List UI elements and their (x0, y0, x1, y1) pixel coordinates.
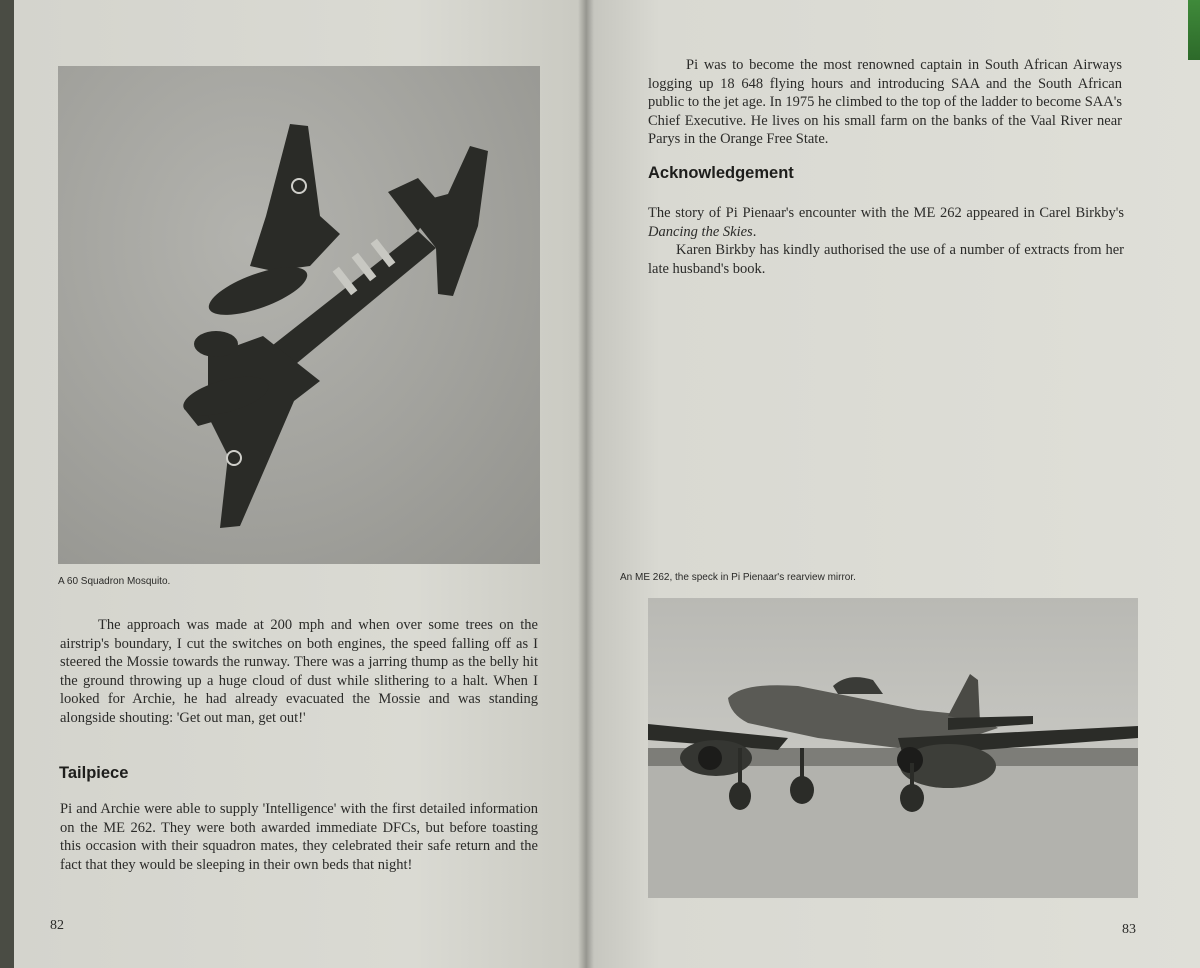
tailpiece-paragraph (60, 800, 538, 874)
landing-paragraph (60, 616, 538, 727)
me262-photo-caption: An ME 262, the speck in Pi Pienaar's rearview mirror. (620, 572, 856, 583)
acknowledgement-text (648, 204, 1124, 241)
tailpiece-heading: Tailpiece (59, 764, 129, 782)
acknowledgement-paragraph (648, 204, 1124, 278)
ack-text-after: . (752, 223, 757, 240)
acknowledgement-paragraph2-text: Karen Birkby has kindly authorised the use of a number of extracts from her late husband's book. (648, 242, 1124, 277)
book-gutter (578, 0, 594, 968)
ack-text-before: The story of Pi Pienaar's encounter with the ME 262 appeared in Carel Birkby's (648, 205, 1124, 221)
mosquito-aircraft-illustration (58, 66, 540, 564)
right-page (586, 0, 1200, 968)
me262-photo (648, 598, 1138, 898)
intro-paragraph-text: Pi was to become the most renowned captain in South African Airways logging up 18 648 flying hours and introducing SAA and the South African public to the jet age. In 1975 he climbed to the top of the ladder to become SAA's Chief Executive. He lives on his small farm on the banks of the Vaal River near Parys in the Orange Free State. (648, 57, 1122, 147)
left-page (14, 0, 586, 968)
book-title: Dancing the Skies (648, 223, 753, 240)
acknowledgement-heading: Acknowledgement (648, 164, 794, 182)
page-number-right: 83 (1122, 922, 1136, 937)
landing-paragraph-text: The approach was made at 200 mph and when over some trees on the airstrip's boundary, I cut the switches on both engines, the speed falling off as I steered the Mossie towards the runway. There was a jarring thump as the belly hit the ground throwing up a huge cloud of dust while slithering to a halt. When I looked for Archie, he had already evacuated the Mossie and was standing alongside shouting: 'Get out man, get out!' (60, 617, 538, 726)
page-number-left: 82 (50, 918, 64, 933)
tailpiece-paragraph-text: Pi and Archie were able to supply 'Intelligence' with the first detailed information on the ME 262. They were both awarded immediate DFCs, but before toasting this occasion with their squadron mates, they celebrated their safe return and the fact that they would be sleeping in their own beds that night! (60, 801, 538, 873)
mosquito-photo (58, 66, 540, 564)
background-edge (1188, 0, 1200, 60)
me262-aircraft-illustration (648, 598, 1138, 898)
mosquito-photo-caption: A 60 Squadron Mosquito. (58, 576, 171, 587)
intro-paragraph (648, 56, 1122, 149)
